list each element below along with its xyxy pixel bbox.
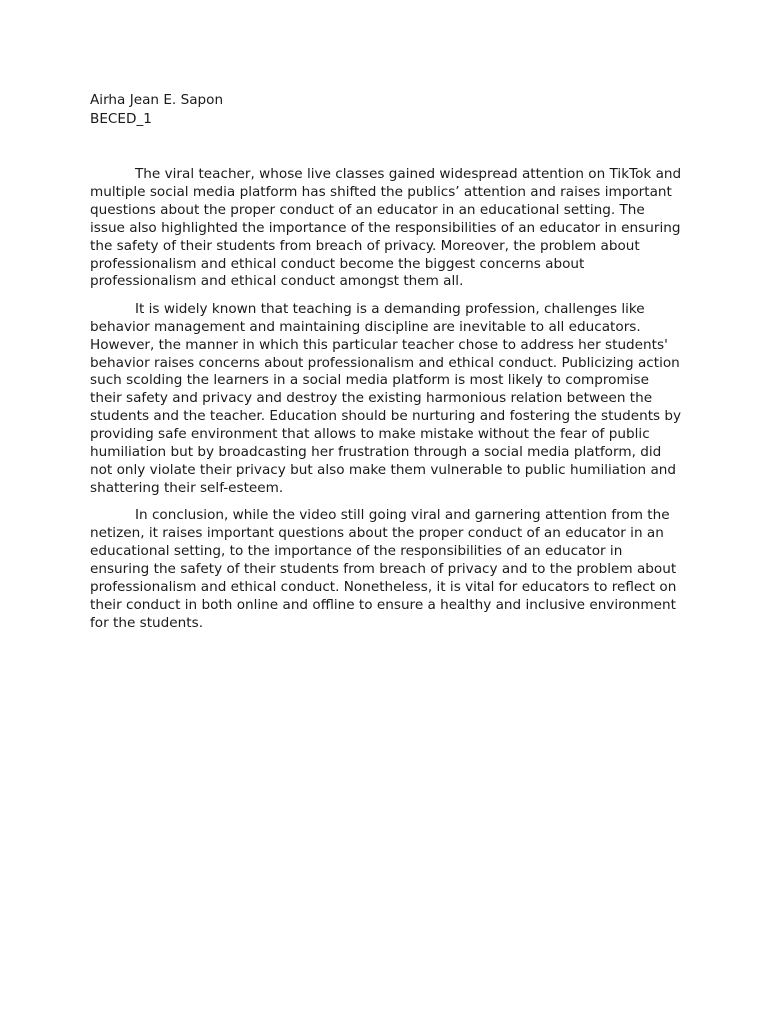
paragraph-3: In conclusion, while the video still going viral and garnering attention from the netizen, it raises important questions about the proper conduct of an educator in an educational setting, to the importance of the responsibilities of an educator in ensuring the safety of their students from breach of privacy and to the problem about professionalism and ethical conduct. Nonetheless, it is vital for educators to reflect on their conduct in both online and offline to ensure a healthy and inclusive environment for the students.: [90, 507, 677, 631]
document-body: [90, 166, 682, 642]
section-label: BECED_1: [90, 111, 152, 127]
author-name: Airha Jean E. Sapon: [90, 92, 224, 108]
document-header: [90, 91, 223, 129]
paragraph-1: The viral teacher, whose live classes gained widespread attention on TikTok and multiple social media platform has shifted the publics’ attention and raises important questions about the proper conduct of an educator in an educational setting. The issue also highlighted the importance of the responsibilities of an educator in ensuring the safety of their students from breach of privacy. Moreover, the problem about professionalism and ethical conduct become the biggest concerns about professionalism and ethical conduct amongst them all.: [90, 166, 682, 290]
paragraph-2: It is widely known that teaching is a demanding profession, challenges like behavior management and maintaining discipline are inevitable to all educators. However, the manner in which this particular teacher chose to address her students' behavior raises concerns about professionalism and ethical conduct. Publicizing action such scolding the learners in a social media platform is most likely to compromise their safety and privacy and destroy the existing harmonious relation between the students and the teacher. Education should be nurturing and fostering the students by providing safe environment that allows to make mistake without the fear of public humiliation but by broadcasting her frustration through a social media platform, did not only violate their privacy but also make them vulnerable to public humiliation and shattering their self-esteem.: [90, 300, 682, 496]
